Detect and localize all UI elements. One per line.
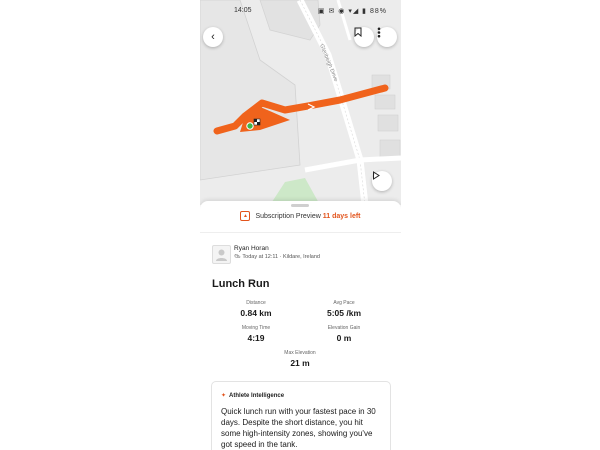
more-options-button[interactable] bbox=[377, 27, 397, 47]
subscription-days-left: 11 days left bbox=[322, 212, 361, 220]
stat-value: 0 m bbox=[336, 333, 352, 343]
status-icons: ▣ ✉ ◉ ▾◢ ▮ 88% bbox=[317, 8, 387, 15]
run-shoe-icon: 👟︎ bbox=[234, 254, 241, 260]
athlete-name[interactable]: Ryan Horan bbox=[234, 245, 269, 252]
play-flyover-button[interactable] bbox=[372, 171, 392, 191]
stat-moving-time bbox=[216, 325, 296, 343]
stat-label: Distance bbox=[246, 300, 266, 306]
subscription-label: Subscription Preview bbox=[255, 212, 321, 220]
street-label: Glenbeigh Drive bbox=[318, 43, 339, 83]
stat-label: Max Elevation bbox=[284, 350, 316, 356]
stat-value: 0.84 km bbox=[240, 308, 272, 318]
athlete-intelligence-heading: ✦ Athlete Intelligence bbox=[221, 393, 285, 399]
stat-value: 21 m bbox=[290, 358, 310, 368]
stat-value: 5:05 /km bbox=[326, 308, 362, 318]
activity-date-location: Today at 12:11 · Kildare, Ireland bbox=[242, 254, 320, 260]
back-button[interactable] bbox=[203, 27, 223, 47]
stat-elevation-gain bbox=[304, 325, 384, 343]
stat-label: Elevation Gain bbox=[327, 325, 361, 331]
sheet-drag-handle[interactable] bbox=[291, 204, 309, 207]
stat-label: Moving Time bbox=[241, 325, 271, 331]
sparkle-icon: ✦ bbox=[221, 393, 227, 399]
stat-max-elevation bbox=[260, 350, 340, 368]
avatar[interactable] bbox=[212, 245, 231, 264]
status-time: 14:05 bbox=[234, 7, 252, 14]
activity-sheet bbox=[200, 201, 401, 450]
more-vertical-icon bbox=[377, 27, 381, 38]
athlete-intelligence-summary: Quick lunch run with your fastest pace in 30 days. Despite the short distance, you hit some high-intensity zones, showing you've got speed in the tank. bbox=[221, 407, 376, 449]
route-map[interactable] bbox=[200, 0, 401, 205]
start-marker bbox=[247, 123, 253, 129]
stat-distance bbox=[216, 300, 296, 318]
phone-screen bbox=[200, 0, 401, 450]
activity-title: Lunch Run bbox=[212, 278, 270, 290]
athlete-meta bbox=[234, 254, 320, 260]
athlete-intelligence-card[interactable] bbox=[211, 381, 391, 450]
status-bar bbox=[200, 0, 401, 22]
play-icon bbox=[372, 171, 380, 180]
bookmark-button[interactable] bbox=[354, 27, 374, 47]
subscription-preview-banner[interactable] bbox=[200, 211, 401, 221]
stat-value: 4:19 bbox=[247, 333, 265, 343]
stat-avg-pace bbox=[304, 300, 384, 318]
user-avatar-icon bbox=[213, 246, 230, 263]
stat-label: Avg Pace bbox=[333, 300, 355, 306]
divider bbox=[200, 232, 401, 233]
bookmark-icon bbox=[354, 27, 362, 37]
subscription-badge-icon: ▲ bbox=[240, 211, 250, 221]
back-arrow-icon: ‹ bbox=[211, 31, 215, 43]
